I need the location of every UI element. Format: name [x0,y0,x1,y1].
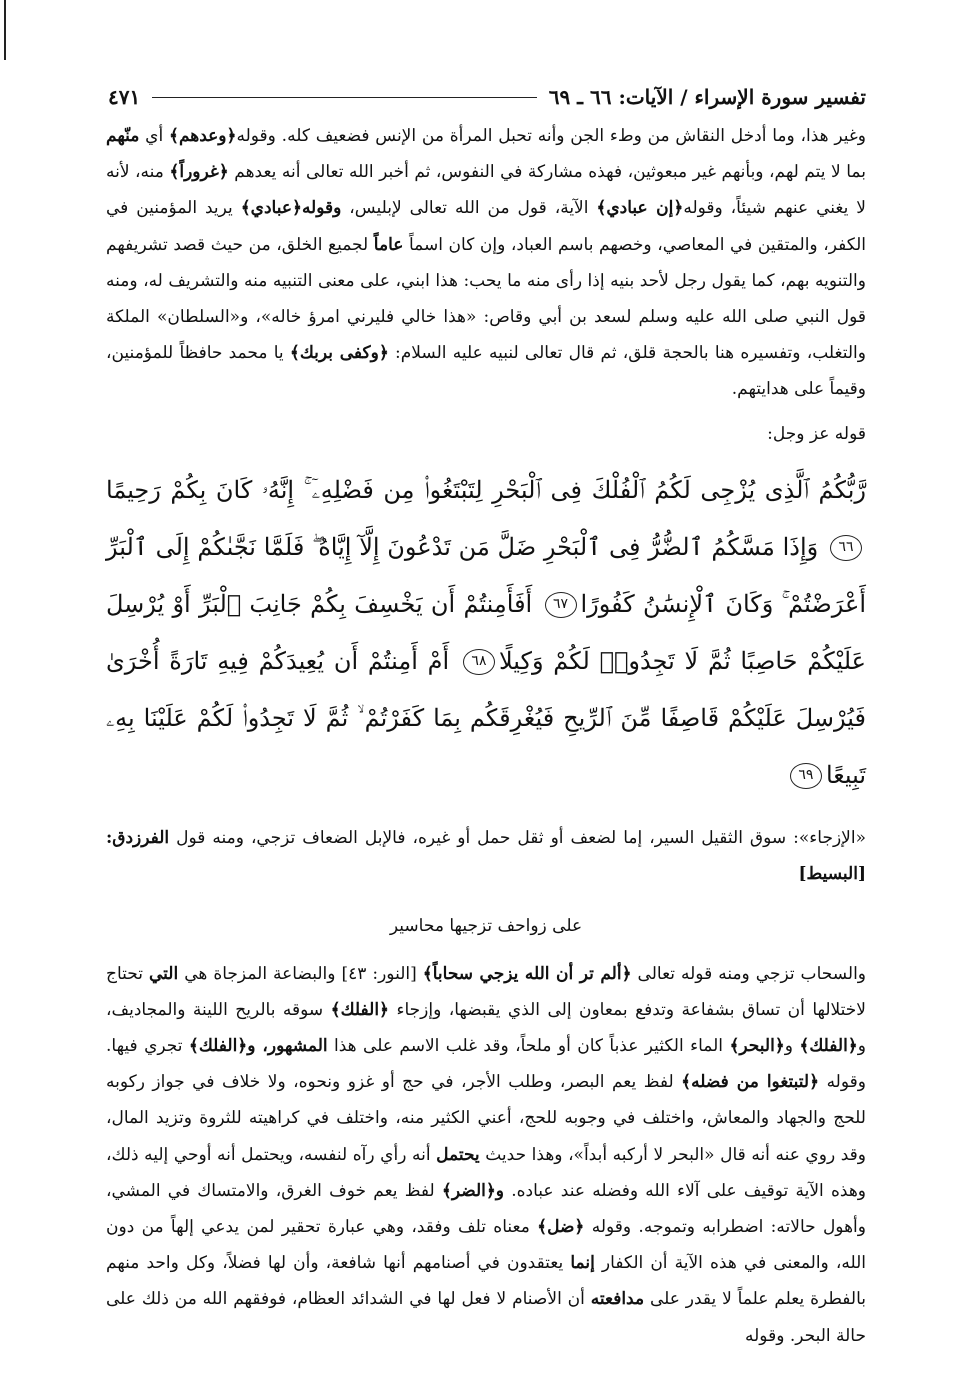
bold-term: مدافعته [590,1289,645,1310]
verse-marker-68: ٦٨ [463,649,495,675]
quoted-term: وقوله﴿عبادي﴾ [240,198,342,219]
text-run: الماء الكثير عذباً كان أو ملحاً، وقد غلب الاسم على هذا [327,1036,730,1057]
verse-67: وَإِذَا مَسَّكُمُ ٱلضُّرُّ فِى ٱلْبَحْرِ ضَلَّ مَن تَدْعُونَ إِلَّآ إِيَّاهُ ۖ فَلَمَّا نَجَّىٰكُمْ إِلَى ٱلْبَرِّ أَعْرَضْتُمْ ۚ وَكَانَ ٱلْإِنسَٰنُ كَفُورًا [106,532,866,618]
bold-term: عاماً [373,234,404,255]
quoted-term: ﴿غروراً﴾ [169,162,229,183]
verse-marker-67: ٦٧ [545,592,577,618]
quoted-term: ﴿وعدهم﴾ [169,126,237,146]
text-run: يريد المؤمنين في الكفر، والمتقين في المعاصي، وخصهم باسم العباد، وإن كان اسماً [106,198,866,255]
text-run: بما لا يتم لهم، وبأنهم غير مبعوثين، فهذه مشاركة في النفوس، ثم أخبر الله تعالى أنه يعدهم [228,162,866,183]
bold-term: إنما [570,1253,595,1274]
bold-term: منّهم [106,126,140,146]
text-run: أن الأصنام لا فعل لها في الشدائد العظام، فوفقهم الله من ذلك على حالة البحر. وقوله [106,1289,866,1346]
verse-68: أَفَأَمِنتُمْ أَن يَخْسِفَ بِكُمْ جَانِبَ ٱلْبَرِّ أَوْ يُرْسِلَ عَلَيْكُمْ حَاصِبًا ثُمَّ لَا تَجِدُوا۟ لَكُمْ وَكِيلًا [106,589,866,675]
text-run: الآية، قول من الله تعالى لإبليس، [341,198,597,219]
text-run: سوقه بالريح اللينة والمجاديف، و [106,999,866,1057]
quoted-term: ﴿وكفى بربك﴾ [289,343,389,364]
verse-marker-69: ٦٩ [790,763,822,789]
header-rule [152,97,537,98]
text-run: [النور: ٤٣] والبضاعة المزجاة هي [178,963,423,984]
text-run: وغير هذا، وما أدخل النقاش من وطء الجن وأنه تحبل المرأة من الإنس فضعيف كله. وقوله [236,126,867,146]
verse-66: رَّبُّكُمُ ٱلَّذِى يُزْجِى لَكُمُ ٱلْفُلْكَ فِى ٱلْبَحْرِ لِتَبْتَغُوا۟ مِن فَضْلِهِۦٓ ۚ إِنَّهُۥ كَانَ بِكُمْ رَحِيمًا [106,475,866,504]
bold-term: يحتمل [436,1144,480,1165]
text-run: أي [139,126,169,146]
verse-69: أَمْ أَمِنتُمْ أَن يُعِيدَكُمْ فِيهِ تَارَةً أُخْرَىٰ فَيُرْسِلَ عَلَيْكُمْ قَاصِفًا مِّنَ ٱلرِّيحِ فَيُغْرِقَكُم بِمَا كَفَرْتُمْ ۙ ثُمَّ لَا تَجِدُوا۟ لَكُمْ عَلَيْنَا بِهِۦ تَبِيعًا [106,646,866,789]
page-edge-rule [4,0,6,60]
text-run: أنه رأي رآه لنفسه، ويحتمل أنه أوحي إليه ذلك، وهذه الآية توقيف على آلاء الله وفضله عند عباده. [106,1144,866,1201]
text-run: تحتاج لاختلالها أن تساق بشفاعة وتدفع بمعاون إلى الذي يقبضها، وإزجاء [106,963,866,1020]
verse-intro: قوله عز وجل: [767,423,866,444]
quoted-term: ﴿إن عبادي﴾ [596,198,684,219]
text-run: معناه تلف وفقد، وهي عبارة تحقير لمن يدعي إلهاً من دون الله، والمعنى في هذه الآية أن الكفار [106,1217,866,1274]
text-run: لفظ يعم خوف الغرق، والامتساك في المشي، وأهول حالاته: اضطرابه وتموجه. وقوله [106,1180,866,1238]
text-run: لجميع الخلق، من حيث قصد تشريفهم والتنويه بهم، كما يقول رجل لأحد بنيه إذا رأى منه ما يحب: هذا ابني، على معنى التنبيه منه والتشريف له، ومنه قول النبي صلى الله عليه وسلم لسعد بن أبي وقاص: «هذا خالي فليرني امرؤ خاله»، و«السلطان» الملكة والتغلب، وتفسيره هنا بالحجة قلق، ثم قال تعالى لنبيه عليه السلام: [106,234,866,364]
text-run: يعتقدون في أصنامهم أنها شافعة، وأن لها فضلاً، وكل واحد منهم بالفطرة يعلم علماً لا يقدر على [106,1253,866,1310]
page-number: ٤٧١ [108,85,141,109]
poem-line: على زواحف تزجيها محاسير [389,915,583,936]
bold-term: التي [149,963,179,984]
verse-marker-66: ٦٦ [830,535,862,561]
quoted-term: ﴿ضل﴾ [537,1217,585,1238]
commentary-paragraph-1 [106,118,866,408]
text-run: والسحاب تزجي ومنه قوله تعالى [631,963,866,984]
page-body [106,118,866,1354]
text-run: تجري فيها. وقوله [106,1036,866,1093]
quoted-term: ﴿ألم تر أن الله يزجي سحاباً﴾ [422,963,632,984]
text-run: «الإزجاء»: سوق الثقيل السير، إما لضعف أو ثقل حمل أو غيره، فالإبل الضعاف تزجي، ومنه قول [169,827,866,848]
quoted-term: ﴿لتبتغوا من فضله﴾ [681,1072,820,1093]
commentary-paragraph-2 [106,820,866,892]
quoted-term: ﴿البحر﴾ [729,1036,785,1057]
quoted-term: و﴿الضر﴾ [441,1180,505,1201]
running-header [108,82,866,112]
running-title: تفسير سورة الإسراء / الآيات: ٦٦ ـ ٦٩ [548,85,866,109]
quoted-term: ﴿الفلك﴾ [799,1036,858,1057]
text-run: و [784,1036,800,1057]
text-run: لفظ يعم البصر، وطلب الأجر، في حج أو غزو ونحوه، ولا خلاف في جواز ركوبه للحج والجهاد والمعاش، واختلف في وجوبه للحج، أعني الكثير منه، واختلف في كراهيته للثروة وتزيد المال، وقد روي عنه أنه قال «البحر لا أركبه أبداً»، وهذا حديث [106,1072,866,1165]
quoted-term: المشهور، و﴿الفلك﴾ [188,1036,328,1057]
quran-verses [106,462,866,804]
quoted-term: ﴿الفلك﴾ [330,999,390,1020]
text-run: يا محمد حافظاً للمؤمنين، وقيماً على هدايتهم. [106,343,866,400]
text-run: منه، لأنه لا يغني عنهم شيئاً، وقوله [106,162,866,219]
bold-term: الفرزدق: [البسيط] [106,827,866,884]
commentary-paragraph-3 [106,956,866,1354]
